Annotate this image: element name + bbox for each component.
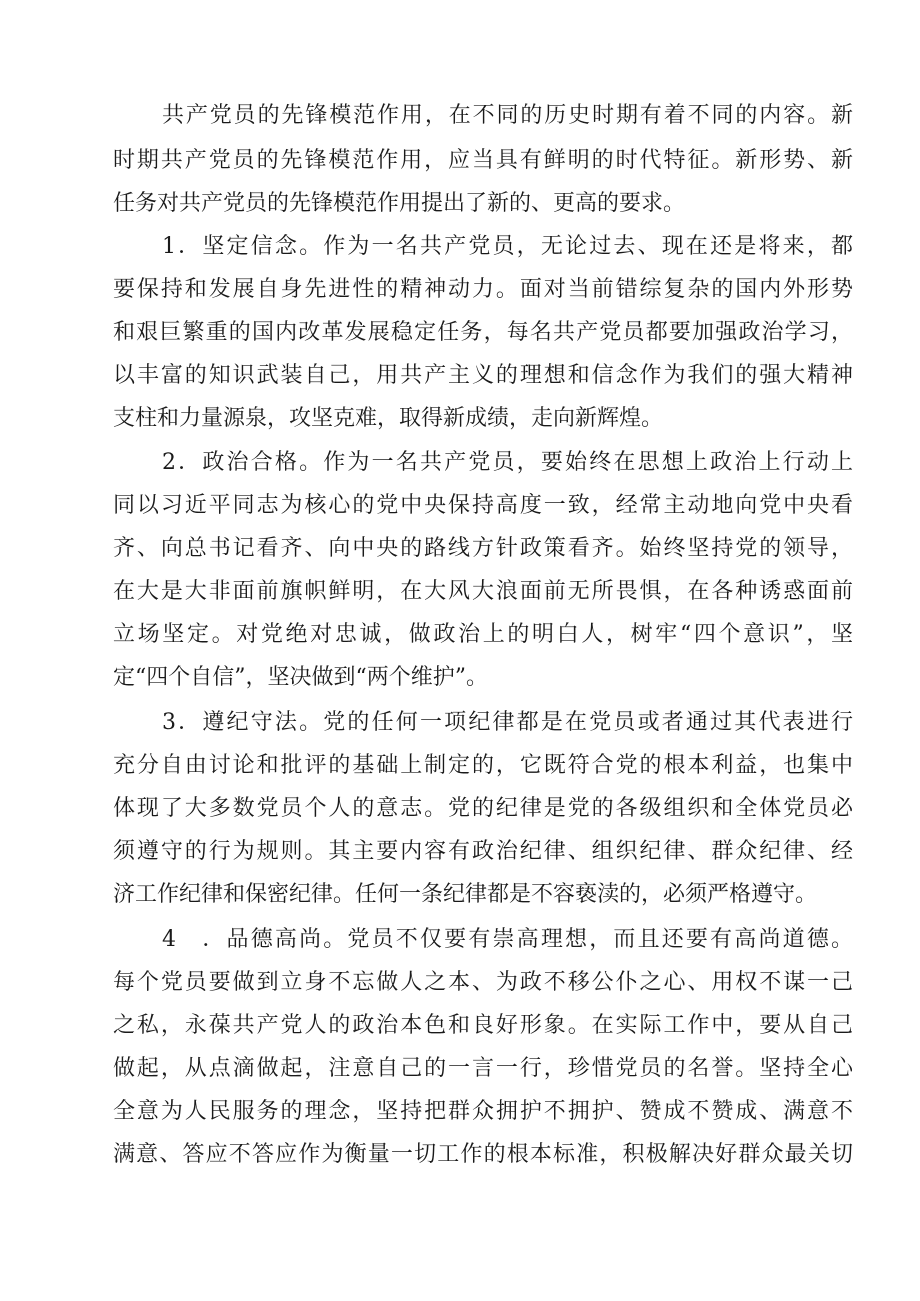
paragraph-item-2-line-4: 在大是大非面前旗帜鲜明，在大风大浪面前无所畏惧，在各种诱惑面前 (113, 579, 853, 604)
paragraph-item-2-line-6: 定“四个自信”，坚决做到“两个维护”。 (113, 665, 488, 690)
paragraph-item-2-line-5: 立场坚定。对党绝对忠诚，做政治上的明白人，树牢“四个意识”，坚 (113, 622, 853, 647)
paragraph-item-4-line-5: 全意为人民服务的理念，坚持把群众拥护不拥护、赞成不赞成、满意不 (113, 1099, 853, 1124)
paragraph-intro-line-3: 任务对共产党员的先锋模范作用提出了新的、更高的要求。 (113, 191, 686, 216)
paragraph-intro-line-2: 时期共产党员的先锋模范作用，应当具有鲜明的时代特征。新形势、新 (113, 148, 853, 173)
paragraph-intro-line-1: 共产党员的先锋模范作用，在不同的历史时期有着不同的内容。新 (162, 103, 853, 128)
paragraph-item-2-line-3: 齐、向总书记看齐、向中央的路线方针政策看齐。始终坚持党的领导， (113, 536, 853, 561)
paragraph-item-2-line-1: 2．政治合格。作为一名共产党员，要始终在思想上政治上行动上 (162, 450, 853, 475)
paragraph-item-3-line-5: 济工作纪律和保密纪律。任何一条纪律都是不容亵渎的，必须严格遵守。 (113, 882, 818, 907)
paragraph-item-1-line-5: 支柱和力量源泉，攻坚克难，取得新成绩，走向新辉煌。 (113, 406, 664, 431)
paragraph-item-2-line-2: 同以习近平同志为核心的党中央保持高度一致，经常主动地向党中央看 (113, 493, 853, 518)
paragraph-item-4-line-3: 之私，永葆共产党人的政治本色和良好形象。在实际工作中，要从自己 (113, 1013, 853, 1038)
paragraph-item-3-line-4: 须遵守的行为规则。其主要内容有政治纪律、组织纪律、群众纪律、经 (113, 839, 853, 864)
paragraph-item-1-line-1: 1．坚定信念。作为一名共产党员，无论过去、现在还是将来，都 (162, 234, 853, 259)
paragraph-item-4-line-2: 每个党员要做到立身不忘做人之本、为政不移公仆之心、用权不谋一己 (113, 970, 853, 995)
paragraph-item-3-line-3: 体现了大多数党员个人的意志。党的纪律是党的各级组织和全体党员必 (113, 796, 853, 821)
paragraph-item-3-line-1: 3．遵纪守法。党的任何一项纪律都是在党员或者通过其代表进行 (162, 710, 853, 735)
paragraph-item-4-line-6: 满意、答应不答应作为衡量一切工作的根本标准，积极解决好群众最关切 (113, 1142, 853, 1167)
paragraph-item-1-line-4: 以丰富的知识武装自己，用共产主义的理想和信念作为我们的强大精神 (113, 363, 853, 388)
paragraph-item-4-line-1: 4 ．品德高尚。党员不仅要有崇高理想，而且还要有高尚道德。 (162, 927, 853, 952)
paragraph-item-1-line-2: 要保持和发展自身先进性的精神动力。面对当前错综复杂的国内外形势 (113, 277, 853, 302)
paragraph-item-3-line-2: 充分自由讨论和批评的基础上制定的，它既符合党的根本利益，也集中 (113, 753, 853, 778)
paragraph-item-4-line-4: 做起，从点滴做起，注意自己的一言一行，珍惜党员的名誉。坚持全心 (113, 1056, 853, 1081)
paragraph-item-1-line-3: 和艰巨繁重的国内改革发展稳定任务，每名共产党员都要加强政治学习， (113, 320, 853, 345)
